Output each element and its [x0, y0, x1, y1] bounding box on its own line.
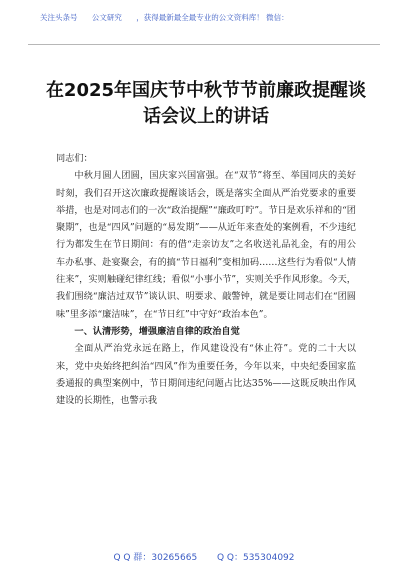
document-title: [40, 78, 372, 130]
footer-qq-group: Q Q 群：30265665: [113, 553, 198, 563]
title-line-1: 在2025年国庆节中秋节节前廉政提醒谈: [45, 80, 367, 101]
top-banner: [40, 12, 380, 44]
footer-qq-number: Q Q：535304092: [216, 553, 295, 563]
banner-source-name: 公文研究: [91, 13, 122, 22]
header-rule: [28, 44, 380, 45]
paragraph-intro: 中秋月圆人团圆，国庆家兴国富强。在“双节”将至、举国同庆的美好时刻，我们召开这次廉政提醒谈话会，既是落实全面从严治党要求的重要举措，也是对同志们的一次“政治提醒”“廉政叮咛”。节日是欢乐祥和的“团聚期”，也是“四风”问题的“易发期”——从近年来查处的案例看，不少违纪行为都发生在节日期间：有的借“走亲访友”之名收送礼品礼金，有的用公车办私事、赴宴聚会，有的搞“节日福利”变相加码……这些行为看似“人情往来”，实则触碰纪律红线；看似“小事小节”，实则关乎作风形象。今天，我们围绕“廉洁过双节”谈认识、明要求、敲警钟，就是要让同志们在“团圆味”里多添“廉洁味”，在“节日红”中守好“政治本色”。: [56, 170, 356, 320]
salutation: 同志们：: [56, 153, 93, 164]
paragraph-section-1: 全面从严治党永远在路上，作风建设没有“休止符”。党的二十大以来，党中央始终把纠治“四风”作为重要任务，今年以来，中央纪委国家监委通报的典型案例中，节日期间违纪问题占比达35%——这既反映出作风建设的长期性，也警示我: [56, 343, 356, 407]
document-body: [56, 150, 356, 409]
banner-wechat-text: ，获得最新最全最专业的公文资料库！ 微信：: [136, 13, 289, 22]
section-heading: 一、认清形势，增强廉洁自律的政治自觉: [74, 325, 240, 337]
title-line-2: 话会议上的讲话: [143, 106, 269, 127]
footer-contact: [0, 548, 408, 568]
banner-follow-text: 关注头条号: [40, 13, 78, 22]
